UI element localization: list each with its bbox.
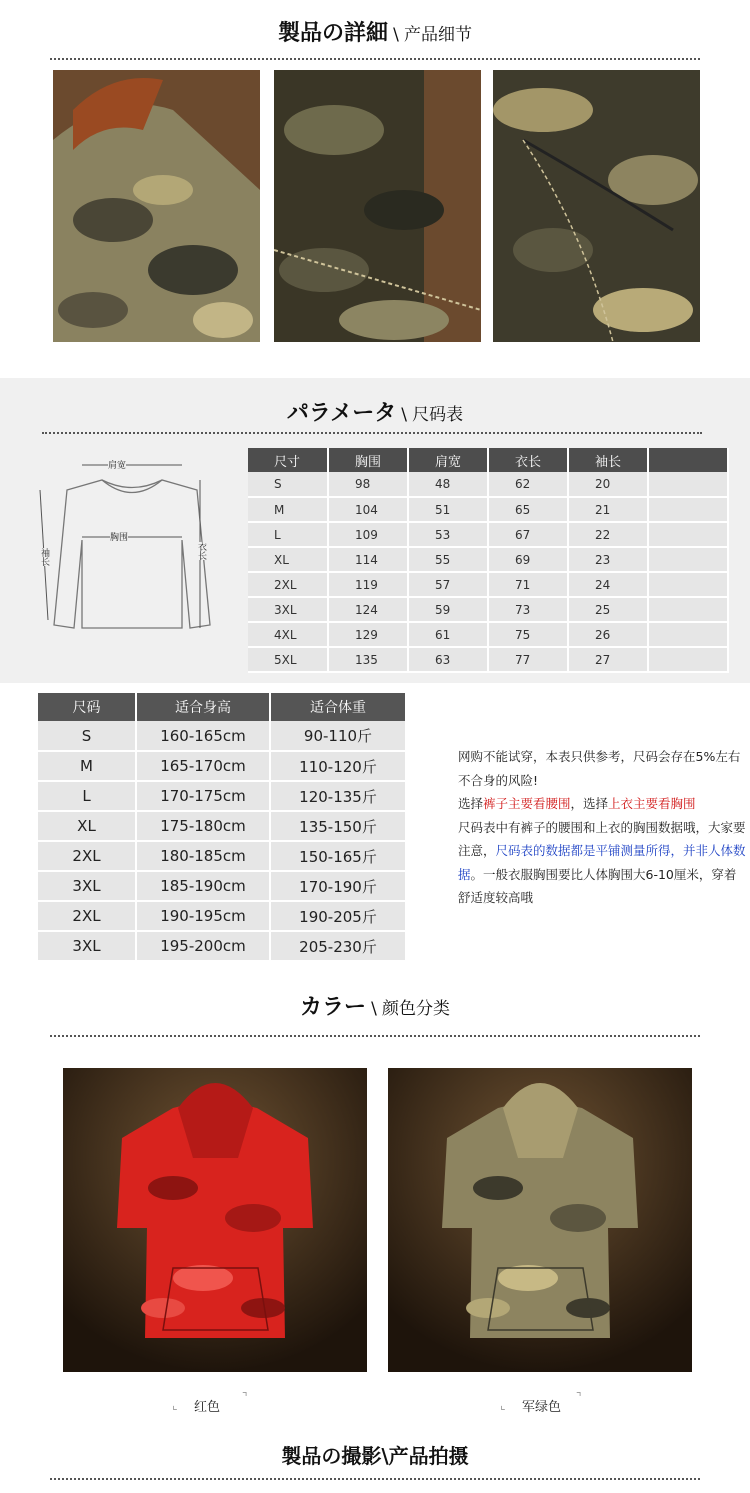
param-title-big: パラメータ xyxy=(286,401,397,426)
table-cell: 62 xyxy=(488,472,568,497)
table-row xyxy=(38,781,406,811)
color-title-sep: \ xyxy=(371,999,377,1019)
detail-photo-pocket xyxy=(493,70,700,342)
diagram-shoulder-label: 肩宽 xyxy=(108,458,126,471)
note-p2a: 选择 xyxy=(458,796,484,811)
color-photo-army-green xyxy=(388,1068,692,1372)
table-cell: 3XL xyxy=(248,597,328,622)
param-title-sep: \ xyxy=(401,405,408,425)
table-row xyxy=(248,597,728,622)
table-cell: 160-165cm xyxy=(136,721,270,751)
table-cell: 185-190cm xyxy=(136,871,270,901)
table-cell xyxy=(648,522,728,547)
table-cell: 21 xyxy=(568,497,648,522)
color-photo-red xyxy=(63,1068,367,1372)
table-cell: L xyxy=(248,522,328,547)
table-cell: 120-135斤 xyxy=(270,781,406,811)
table-cell: 114 xyxy=(328,547,408,572)
size-table-header xyxy=(248,448,728,472)
table-cell: 170-190斤 xyxy=(270,871,406,901)
table-cell: 20 xyxy=(568,472,648,497)
table-cell: 26 xyxy=(568,622,648,647)
detail-photo-hood xyxy=(53,70,260,342)
divider-dotted xyxy=(42,432,702,434)
table-cell: 150-165斤 xyxy=(270,841,406,871)
table-row xyxy=(38,811,406,841)
param-title-small: 尺码表 xyxy=(412,405,464,425)
table-cell: XL xyxy=(38,811,136,841)
photo-title: 製品の撮影\产品拍摄 xyxy=(281,1444,469,1468)
table-row xyxy=(38,721,406,751)
note-p4: 。一般衣服胸围要比人体胸围大6-10厘米，穿着舒适度较高哦 xyxy=(458,866,737,905)
table-cell: XL xyxy=(248,547,328,572)
caption-bracket-left: ⌞ xyxy=(500,1398,506,1412)
table-row xyxy=(38,931,406,961)
table-cell: 77 xyxy=(488,647,568,672)
table-cell: 3XL xyxy=(38,871,136,901)
note-p2c: ，选择 xyxy=(570,796,609,811)
table-cell: 129 xyxy=(328,622,408,647)
table-cell: 75 xyxy=(488,622,568,647)
table-cell: 98 xyxy=(328,472,408,497)
table-cell: L xyxy=(38,781,136,811)
table-cell: 4XL xyxy=(248,622,328,647)
table-cell: 195-200cm xyxy=(136,931,270,961)
table-cell: 23 xyxy=(568,547,648,572)
table-cell: 135 xyxy=(328,647,408,672)
table-cell: 175-180cm xyxy=(136,811,270,841)
table-cell: 57 xyxy=(408,572,488,597)
size-table-header-cell: 袖长 xyxy=(568,448,648,472)
size-table-header-cell: 肩宽 xyxy=(408,448,488,472)
note-top-highlight: 上衣主要看胸围 xyxy=(608,796,696,811)
table-cell: 190-205斤 xyxy=(270,901,406,931)
table-cell: 48 xyxy=(408,472,488,497)
fit-table-header-cell: 适合体重 xyxy=(270,693,406,721)
diagram-length-label: 衣长 xyxy=(196,542,206,560)
detail-photo-sleeve xyxy=(274,70,481,342)
size-note xyxy=(458,745,748,910)
caption-bracket-left: ⌞ xyxy=(172,1398,178,1412)
table-cell xyxy=(648,547,728,572)
fit-table-header-cell: 尺码 xyxy=(38,693,136,721)
table-cell: 135-150斤 xyxy=(270,811,406,841)
table-row xyxy=(248,547,728,572)
table-row xyxy=(248,472,728,497)
table-cell: 24 xyxy=(568,572,648,597)
table-cell: 119 xyxy=(328,572,408,597)
divider-dotted xyxy=(50,58,700,60)
table-cell: 22 xyxy=(568,522,648,547)
table-cell xyxy=(648,497,728,522)
table-cell: 3XL xyxy=(38,931,136,961)
table-cell: 205-230斤 xyxy=(270,931,406,961)
caption-bracket-right: ⌝ xyxy=(576,1390,582,1404)
diagram-sleeve-label: 袖长 xyxy=(39,548,49,566)
table-cell: 165-170cm xyxy=(136,751,270,781)
table-cell: 67 xyxy=(488,522,568,547)
size-table-header-cell: 胸围 xyxy=(328,448,408,472)
table-cell: 63 xyxy=(408,647,488,672)
color-caption-army-green: 军绿色 xyxy=(522,1400,562,1415)
table-cell: 65 xyxy=(488,497,568,522)
table-cell: 2XL xyxy=(38,901,136,931)
table-row xyxy=(38,871,406,901)
table-cell: 110-120斤 xyxy=(270,751,406,781)
table-cell: 90-110斤 xyxy=(270,721,406,751)
size-table-header-cell: 衣长 xyxy=(488,448,568,472)
table-cell: 51 xyxy=(408,497,488,522)
color-title-small: 颜色分类 xyxy=(381,999,450,1019)
table-cell: 190-195cm xyxy=(136,901,270,931)
table-cell: 170-175cm xyxy=(136,781,270,811)
table-row xyxy=(248,572,728,597)
table-row xyxy=(248,497,728,522)
color-title-big: カラー xyxy=(300,995,367,1020)
table-cell: 61 xyxy=(408,622,488,647)
table-cell: S xyxy=(38,721,136,751)
fit-table xyxy=(38,693,407,962)
table-cell: 27 xyxy=(568,647,648,672)
note-p1: 网购不能试穿，本表只供参考，尺码会存在5%左右不合身的风险! xyxy=(458,749,741,788)
table-cell: M xyxy=(248,497,328,522)
table-cell: 2XL xyxy=(248,572,328,597)
table-cell: 104 xyxy=(328,497,408,522)
color-caption-red: 红色 xyxy=(194,1400,221,1415)
table-row xyxy=(248,522,728,547)
table-cell: 25 xyxy=(568,597,648,622)
table-cell xyxy=(648,572,728,597)
table-row xyxy=(248,622,728,647)
table-cell: 2XL xyxy=(38,841,136,871)
table-cell: 53 xyxy=(408,522,488,547)
table-cell: 73 xyxy=(488,597,568,622)
table-cell: 5XL xyxy=(248,647,328,672)
divider-dotted xyxy=(50,1035,700,1037)
table-cell xyxy=(648,472,728,497)
table-cell: M xyxy=(38,751,136,781)
table-cell: 69 xyxy=(488,547,568,572)
table-cell: 180-185cm xyxy=(136,841,270,871)
table-row xyxy=(38,841,406,871)
fit-table-header xyxy=(38,693,406,721)
diagram-chest-label: 胸围 xyxy=(110,530,128,543)
color-section-title xyxy=(0,990,750,1021)
garment-diagram xyxy=(32,450,232,640)
table-cell: S xyxy=(248,472,328,497)
note-pants-highlight: 裤子主要看腰围 xyxy=(483,796,571,811)
table-cell: 71 xyxy=(488,572,568,597)
fit-table-header-cell: 适合身高 xyxy=(136,693,270,721)
param-section-title xyxy=(0,396,750,427)
table-row xyxy=(38,751,406,781)
detail-title-big: 製品の詳細 xyxy=(278,21,389,46)
caption-bracket-right: ⌝ xyxy=(242,1390,248,1404)
table-cell: 55 xyxy=(408,547,488,572)
table-row xyxy=(38,901,406,931)
detail-title-sep: \ xyxy=(393,25,399,45)
table-cell: 109 xyxy=(328,522,408,547)
size-table xyxy=(248,448,729,673)
note-p3: 尺码表中有裤子的腰围和上衣的胸围数据哦，大家要注意， xyxy=(458,819,746,858)
table-cell: 59 xyxy=(408,597,488,622)
photo-section-title xyxy=(0,1440,750,1469)
detail-section-title xyxy=(0,16,750,47)
size-table-header-cell: 尺寸 xyxy=(248,448,328,472)
size-table-header-cell xyxy=(648,448,728,472)
table-row xyxy=(248,647,728,672)
divider-dotted xyxy=(50,1478,700,1480)
note-flat-measure-highlight: 尺码表的数据都是平铺测量所得，并非人体数据 xyxy=(458,843,746,882)
detail-title-small: 产品细节 xyxy=(403,25,472,45)
table-cell: 124 xyxy=(328,597,408,622)
table-cell xyxy=(648,622,728,647)
table-cell xyxy=(648,647,728,672)
table-cell xyxy=(648,597,728,622)
